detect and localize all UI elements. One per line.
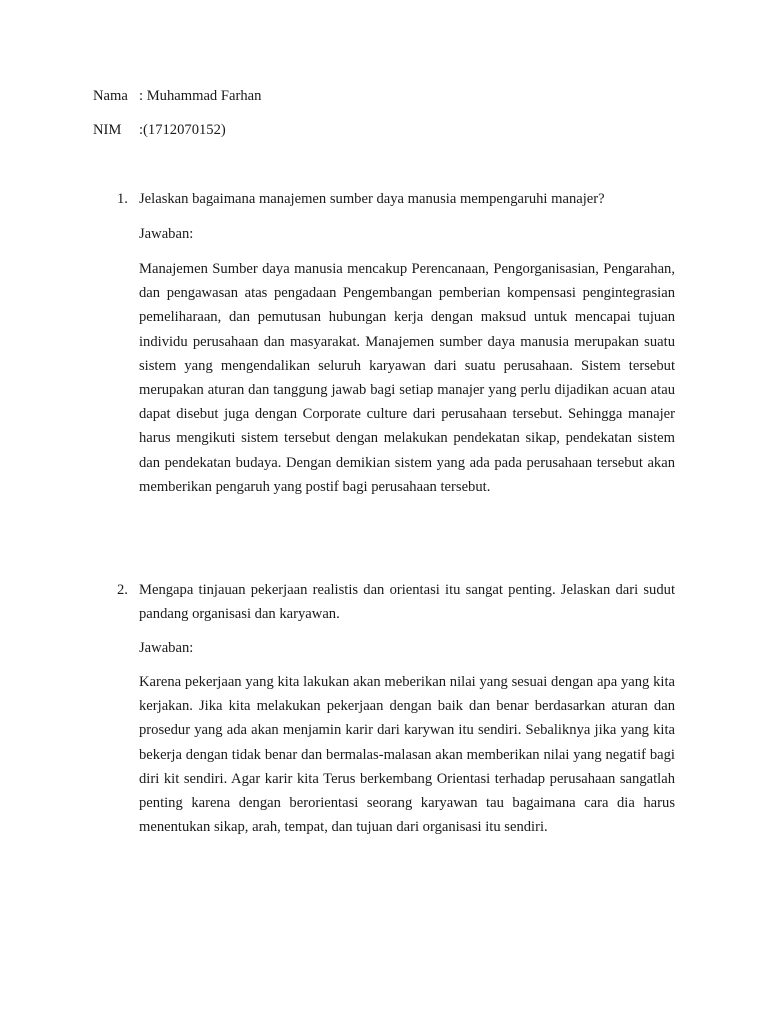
nim-row xyxy=(93,120,226,140)
answer-label: Jawaban: xyxy=(139,640,194,656)
question-text: Jelaskan bagaimana manajemen sumber daya manusia mempengaruhi manajer? xyxy=(139,191,605,207)
answer-text: Karena pekerjaan yang kita lakukan akan meberikan nilai yang sesuai dengan apa yang kita kerjakan. Jika kita melakukan pekerjaan dengan baik dan benar berdasarkan aturan dan prosedur yang ada akan menjamin karir dari karywan itu sendiri. Sebaliknya jika yang kita bekerja dengan tidak benar dan bermalas-malasan akan memberikan nilai yang negatif bagi diri kit sendiri. Agar karir kita Terus berkembang Orientasi terhadap perusahaan sangatlah penting karena dengan berorientasi seorang karyawan tau bagaimana cara dia harus menentukan sikap, arah, tempat, dan tujuan dari organisasi itu sendiri. xyxy=(139,674,675,836)
question-text: Mengapa tinjauan pekerjaan realistis dan orientasi itu sangat penting. Jelaskan dari sudut pandang organisasi dan karyawan. xyxy=(139,582,675,622)
question-number: 1. xyxy=(117,191,128,207)
name-label: Nama xyxy=(93,88,128,104)
nim-value: :(1712070152) xyxy=(139,122,226,138)
name-row xyxy=(93,86,261,106)
nim-label: NIM xyxy=(93,122,122,138)
question-number: 2. xyxy=(117,582,128,598)
name-value: : Muhammad Farhan xyxy=(139,88,262,104)
answer-label: Jawaban: xyxy=(139,226,194,242)
answer-text: Manajemen Sumber daya manusia mencakup Perencanaan, Pengorganisasian, Pengarahan, dan pengawasan atas pengadaan Pengembangan pemberian kompensasi pengintegrasian pemeliharaan, dan pemutusan hubungan kerja dengan maksud untuk mencapai tujuan individu perusahaan dan masyarakat. Manajemen sumber daya manusia merupakan suatu sistem yang mengendalikan seluruh karyawan dari suatu perusahaan. Sistem tersebut merupakan aturan dan tanggung jawab bagi setiap manajer yang perlu dijadikan acuan atau dapat disebut juga dengan Corporate culture dari perusahaan tersebut. Sehingga manajer harus mengikuti sistem tersebut dengan melakukan pendekatan sikap, pendekatan sistem dan pendekatan budaya. Dengan demikian sistem yang ada pada perusahaan tersebut akan memberikan pengaruh yang postif bagi perusahaan tersebut. xyxy=(139,261,675,495)
